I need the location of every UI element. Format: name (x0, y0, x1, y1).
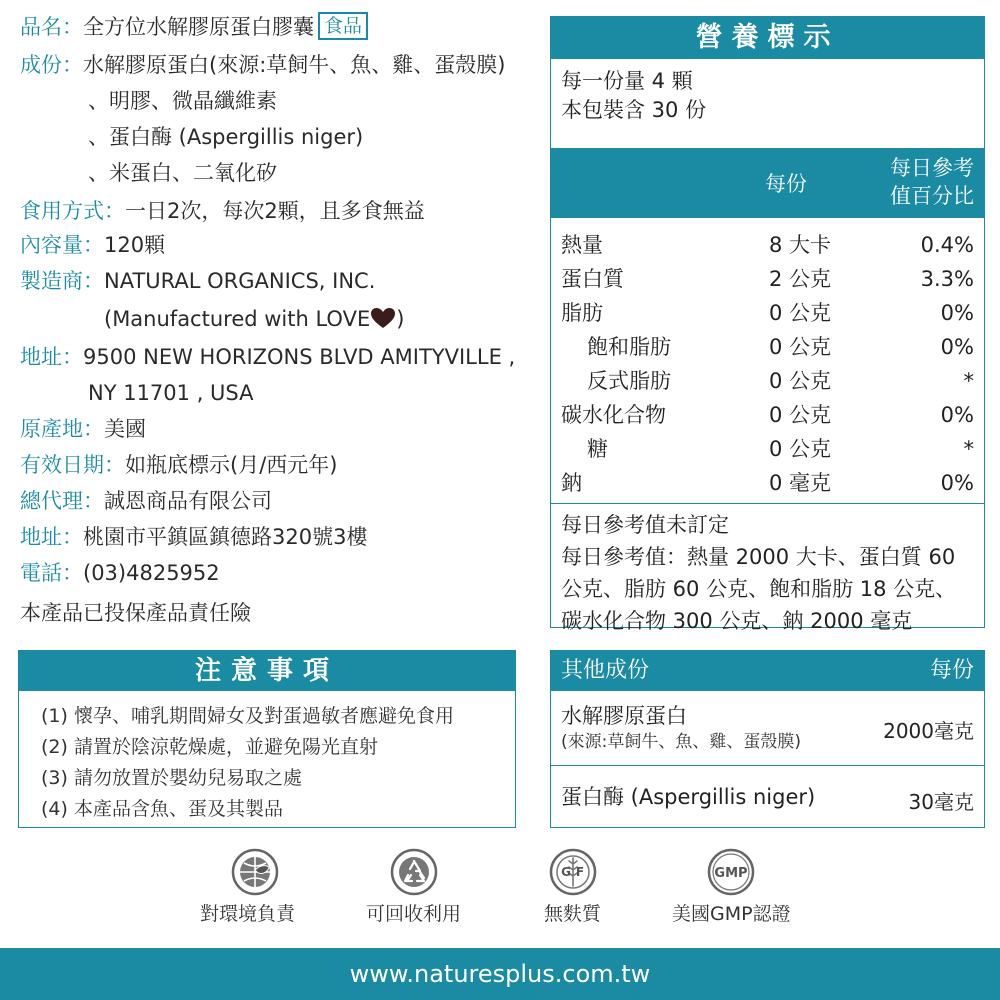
insurance-note: 本產品已投保產品責任險 (20, 601, 251, 625)
ingredients-line-1 (20, 50, 505, 80)
origin-line (20, 414, 146, 444)
ingredients-value-1: 水解膠原蛋白(來源:草飼牛、魚、雞、蛋殼膜) (83, 53, 506, 77)
globe-leaf-icon (231, 848, 279, 896)
serving-size: 每一份量 4 顆 (561, 69, 693, 93)
ingredients-line-2: 、明膠、微晶纖維素 (88, 89, 277, 113)
gmp-icon-text: GMP (714, 866, 748, 881)
nutrient-name: 反式脂肪 (587, 369, 671, 393)
nutrition-row (551, 398, 984, 432)
nutrient-value: 2 公克 (768, 267, 831, 291)
nutrition-table (550, 16, 985, 633)
nutrition-row (551, 330, 984, 364)
nutrition-row (551, 432, 984, 466)
notes-item: (3) 請勿放置於嬰幼兒易取之處 (41, 767, 302, 789)
other-ingredient-amount: 30毫克 (908, 790, 974, 814)
address-value-1: 9500 NEW HORIZONS BLVD AMITYVILLE , (83, 345, 516, 369)
nutrient-percent: 0% (940, 403, 974, 427)
other-ingredient-name: 蛋白酶 (Aspergillis niger) (561, 785, 816, 809)
other-ingredient-amount: 2000毫克 (883, 719, 974, 743)
nutrition-column-header (551, 148, 984, 218)
origin-label: 原產地： (20, 417, 104, 441)
nutrient-percent: * (963, 369, 974, 393)
serving-info (551, 59, 984, 125)
other-ingredients-table (550, 650, 985, 828)
maker-note-end: ) (396, 307, 405, 331)
phone-value: (03)4825952 (83, 561, 220, 585)
address-label: 地址： (20, 345, 83, 369)
phone-label: 電話： (20, 561, 83, 585)
product-name-line (20, 12, 368, 42)
agent-address-line (20, 522, 367, 552)
nutrition-row (551, 228, 984, 262)
product-name-value: 全方位水解膠原蛋白膠囊 (83, 15, 314, 39)
other-ingredients-title: 其他成份 (561, 658, 650, 683)
maker-note: (Manufactured with LOVE (104, 307, 371, 331)
expiry-line (20, 450, 337, 480)
nutrient-percent: * (963, 437, 974, 461)
servings-per-pack: 本包裝含 30 份 (561, 98, 707, 122)
badge-label-gmp: 美國GMP認證 (672, 903, 791, 925)
usage-value: 一日2次，每次2顆，且多食無益 (125, 199, 425, 223)
phone-line (20, 558, 220, 588)
gluten-free-g-text: G (561, 865, 571, 879)
expiry-label: 有效日期： (20, 453, 125, 477)
ingredients-line-4: 、米蛋白、二氧化矽 (88, 161, 277, 185)
nutrient-percent: 0% (940, 471, 974, 495)
footer-url[interactable]: www.naturesplus.com.tw (0, 948, 1000, 1000)
nutrient-value: 0 公克 (768, 403, 831, 427)
badge-label-recyclable: 可回收利用 (366, 903, 462, 925)
nutrient-value: 0 公克 (768, 437, 831, 461)
agent-value: 誠恩商品有限公司 (104, 489, 272, 513)
nutrient-percent: 3.3% (920, 267, 974, 291)
nutrient-value: 8 大卡 (768, 233, 831, 257)
gmp-icon (707, 848, 755, 896)
nutrition-row (551, 296, 984, 330)
nutrition-row (551, 262, 984, 296)
daily-value-header (890, 154, 974, 210)
maker-note-line (104, 304, 404, 334)
food-badge: 食品 (318, 12, 368, 40)
other-ingredient-row (551, 766, 984, 827)
footnote-line: 每日參考值：熱量 2000 大卡、蛋白質 60 (561, 545, 956, 569)
footnote-line: 公克、脂肪 60 公克、飽和脂肪 18 公克、 (561, 577, 957, 601)
nutrient-value: 0 公克 (768, 301, 831, 325)
usage-label: 食用方式： (20, 199, 125, 223)
notes-list (19, 691, 515, 825)
badge-label-environment: 對環境負責 (200, 903, 296, 925)
gluten-free-icon (549, 848, 597, 896)
address-line-1 (20, 342, 515, 372)
other-ingredients-header (551, 651, 984, 691)
ingredients-label: 成份： (20, 53, 83, 77)
content-value: 120顆 (104, 233, 166, 257)
nutrient-name: 飽和脂肪 (587, 335, 671, 359)
footnote-line: 碳水化合物 300 公克、鈉 2000 毫克 (561, 609, 913, 633)
nutrient-value: 0 毫克 (768, 471, 831, 495)
nutrient-name: 碳水化合物 (561, 403, 666, 427)
gluten-free-f-text: F (575, 865, 585, 879)
footnote-line: 每日參考值未訂定 (561, 513, 729, 537)
nutrient-percent: 0.4% (920, 233, 974, 257)
nutrient-name: 熱量 (561, 233, 603, 257)
notes-box (18, 650, 516, 828)
notes-item: (1) 懷孕、哺乳期間婦女及對蛋過敏者應避免食用 (41, 705, 454, 727)
agent-address-label: 地址： (20, 525, 83, 549)
badge-label-gluten-free: 無麩質 (544, 903, 602, 925)
nutrient-percent: 0% (940, 301, 974, 325)
maker-value: NATURAL ORGANICS, INC. (104, 269, 376, 293)
daily-value-header-line2: 值百分比 (890, 184, 974, 208)
agent-address-value: 桃園市平鎮區鎮德路320號3樓 (83, 525, 368, 549)
other-ingredient-name: 水解膠原蛋白 (561, 704, 687, 728)
nutrition-rows (551, 228, 984, 500)
nutrition-divider (551, 503, 984, 504)
content-label: 內容量： (20, 233, 104, 257)
expiry-value: 如瓶底標示(月/西元年) (125, 453, 338, 477)
address-line-2: NY 11701 , USA (88, 381, 254, 405)
per-serving-header: 每份 (765, 172, 807, 196)
ingredients-line-3: 、蛋白酶 (Aspergillis niger) (88, 125, 364, 149)
agent-label: 總代理： (20, 489, 104, 513)
heart-icon (370, 307, 396, 329)
maker-line (20, 266, 375, 296)
other-per-serving-header: 每份 (929, 658, 974, 683)
notes-item: (4) 本產品含魚、蛋及其製品 (41, 798, 283, 820)
agent-line (20, 486, 272, 516)
nutrition-row (551, 466, 984, 500)
nutrition-title: 營養標示 (551, 17, 984, 59)
recycle-icon (390, 848, 438, 896)
product-name-label: 品名： (20, 15, 83, 39)
other-ingredient-row (551, 691, 984, 766)
nutrient-name: 糖 (587, 437, 608, 461)
content-line (20, 230, 165, 260)
origin-value: 美國 (104, 417, 146, 441)
nutrient-name: 脂肪 (561, 301, 603, 325)
nutrient-name: 鈉 (561, 471, 582, 495)
daily-value-header-line1: 每日參考 (890, 156, 974, 180)
nutrient-name: 蛋白質 (561, 267, 624, 291)
notes-title: 注意事項 (19, 651, 515, 691)
nutrition-row (551, 364, 984, 398)
other-ingredient-source: (來源:草飼牛、魚、雞、蛋殼膜) (561, 732, 801, 752)
nutrient-percent: 0% (940, 335, 974, 359)
nutrient-value: 0 公克 (768, 335, 831, 359)
maker-label: 製造商： (20, 269, 104, 293)
nutrition-footnote (561, 509, 979, 637)
nutrient-value: 0 公克 (768, 369, 831, 393)
usage-line (20, 196, 425, 226)
notes-item: (2) 請置於陰涼乾燥處，並避免陽光直射 (41, 736, 378, 758)
